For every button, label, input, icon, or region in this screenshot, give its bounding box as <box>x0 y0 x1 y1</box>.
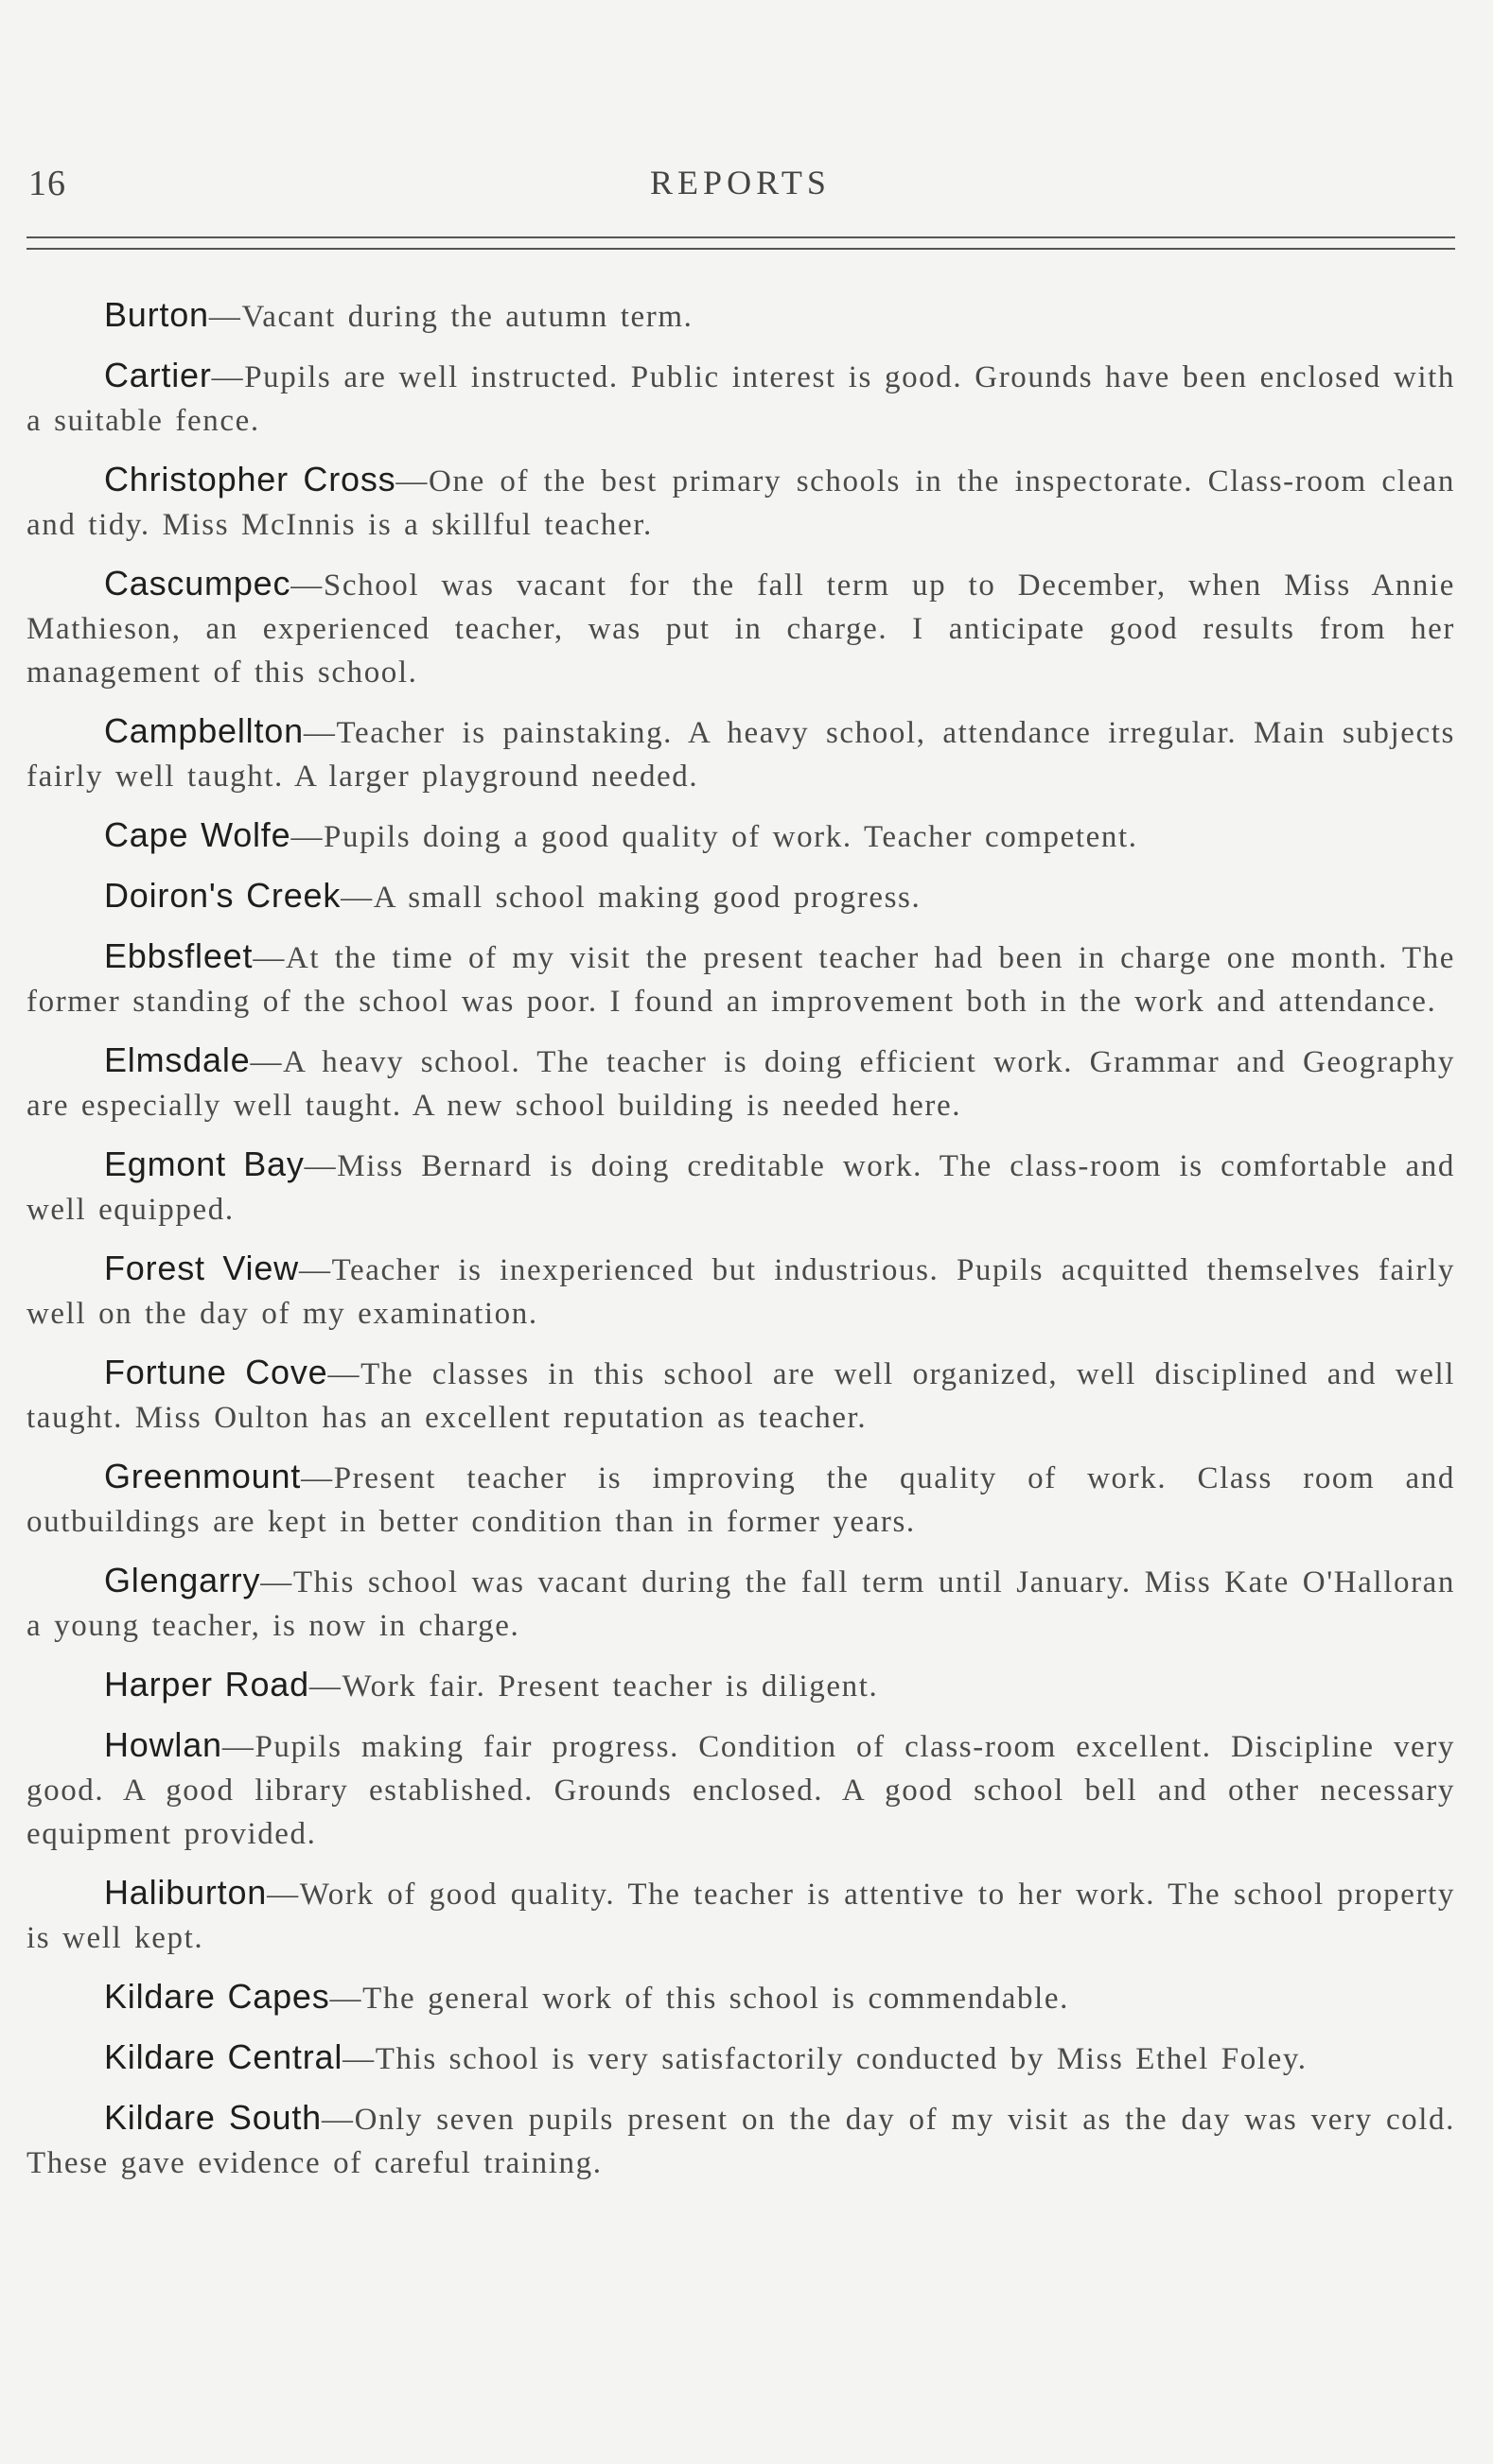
report-text: One of the best primary schools in the inspectorate. Class-room clean and tidy. Miss McInnis is a skillful teacher. <box>26 464 1455 542</box>
report-text: Teacher is inexperienced but industrious. Pupils acquitted themselves fairly well on the day of my examination. <box>26 1253 1455 1331</box>
report-text: Teacher is painstaking. A heavy school, attendance irregular. Main subjects fairly well taught. A larger playground needed. <box>26 716 1455 794</box>
school-name: Greenmount <box>104 1457 302 1495</box>
header-rule-top <box>26 236 1455 238</box>
report-entry-forest-view: Forest View—Teacher is inexperienced but industrious. Pupils acquitted themselves fairly well on the day of my examination. <box>26 1249 1455 1331</box>
school-name: Campbellton <box>104 711 304 750</box>
report-text: Pupils doing a good quality of work. Teacher competent. <box>324 820 1138 854</box>
report-entry-ebbsfleet: Ebbsfleet—At the time of my visit the present teacher had been in charge one month. The former standing of the school was poor. I found an improvement both in the work and attendance. <box>26 936 1455 1019</box>
report-text: Work fair. Present teacher is diligent. <box>342 1669 879 1704</box>
report-text: Pupils are well instructed. Public interest is good. Grounds have been enclosed with a suitable fence. <box>26 360 1455 438</box>
school-report-list <box>26 293 1455 2200</box>
report-entry-egmont-bay: Egmont Bay—Miss Bernard is doing creditable work. The class-room is comfortable and well equipped. <box>26 1145 1455 1227</box>
school-name: Doiron's Creek <box>104 876 342 915</box>
running-head <box>28 163 1452 212</box>
report-text: Miss Bernard is doing creditable work. The class-room is comfortable and well equipped. <box>26 1149 1455 1227</box>
report-entry-cascumpec: Cascumpec—School was vacant for the fall term up to December, when Miss Annie Mathieson, an experienced teacher, was put in charge. I anticipate good results from her management of this school. <box>26 564 1455 690</box>
report-entry-christopher-cross: Christopher Cross—One of the best primary schools in the inspectorate. Class-room clean and tidy. Miss McInnis is a skillful teacher. <box>26 460 1455 542</box>
school-name: Forest View <box>104 1249 299 1287</box>
report-entry-fortune-cove: Fortune Cove—The classes in this school are well organized, well disciplined and well taught. Miss Oulton has an excellent reputation as teacher. <box>26 1353 1455 1435</box>
school-name: Cape Wolfe <box>104 815 291 854</box>
report-entry-greenmount: Greenmount—Present teacher is improving the quality of work. Class room and outbuildings are kept in better condition than in former years. <box>26 1457 1455 1539</box>
school-name: Glengarry <box>104 1561 261 1599</box>
report-text: A small school making good progress. <box>373 881 922 915</box>
school-name: Elmsdale <box>104 1040 251 1079</box>
report-entry-elmsdale: Elmsdale—A heavy school. The teacher is doing efficient work. Grammar and Geography are especially well taught. A new school building is needed here. <box>26 1040 1455 1123</box>
report-text: Only seven pupils present on the day of my visit as the day was very cold. These gave evidence of careful training. <box>26 2103 1456 2180</box>
school-name: Kildare South <box>104 2098 322 2137</box>
report-entry-kildare-capes: Kildare Capes—The general work of this school is commendable. <box>104 1977 1069 2016</box>
header-rule-bottom <box>26 248 1455 250</box>
report-entry-cartier: Cartier—Pupils are well instructed. Public interest is good. Grounds have been enclosed with a suitable fence. <box>26 356 1455 438</box>
school-name: Egmont Bay <box>104 1145 305 1183</box>
report-entry-burton: Burton—Vacant during the autumn term. <box>104 295 694 334</box>
report-entry-glengarry: Glengarry—This school was vacant during the fall term until January. Miss Kate O'Halloran a young teacher, is now in charge. <box>26 1561 1455 1643</box>
school-name: Kildare Central <box>104 2037 343 2076</box>
report-text: Present teacher is improving the quality of work. Class room and outbuildings are kept in better condition than in former years. <box>26 1461 1455 1539</box>
report-text: At the time of my visit the present teacher had been in charge one month. The former standing of the school was poor. I found an improvement both in the work and attendance. <box>26 941 1455 1019</box>
school-name: Howlan <box>104 1725 222 1764</box>
report-text: The general work of this school is commendable. <box>362 1982 1069 2016</box>
report-text: School was vacant for the fall term up to December, when Miss Annie Mathieson, an experienced teacher, was put in charge. I anticipate good results from her management of this school. <box>26 568 1455 690</box>
school-name: Fortune Cove <box>104 1353 328 1391</box>
report-entry-cape-wolfe: Cape Wolfe—Pupils doing a good quality of work. Teacher competent. <box>104 815 1138 854</box>
report-entry-haliburton: Haliburton—Work of good quality. The teacher is attentive to her work. The school property is well kept. <box>26 1873 1455 1955</box>
school-name: Christopher Cross <box>104 460 396 498</box>
school-name: Haliburton <box>104 1873 268 1912</box>
school-name: Cascumpec <box>104 564 291 603</box>
report-text: This school was vacant during the fall term until January. Miss Kate O'Halloran a young teacher, is now in charge. <box>26 1565 1455 1643</box>
school-name: Ebbsfleet <box>104 936 254 975</box>
school-name: Cartier <box>104 356 212 394</box>
report-text: This school is very satisfactorily conducted by Miss Ethel Foley. <box>375 2042 1308 2076</box>
report-entry-harper-road: Harper Road—Work fair. Present teacher is diligent. <box>104 1665 879 1704</box>
report-text: Pupils making fair progress. Condition of class-room excellent. Discipline very good. A good library established. Grounds enclosed. A good school bell and other necessary equipment provided. <box>26 1730 1455 1851</box>
school-name: Burton <box>104 295 209 334</box>
report-text: The classes in this school are well organized, well disciplined and well taught. Miss Oulton has an excellent reputation as teacher. <box>26 1357 1455 1435</box>
report-entry-kildare-south: Kildare South—Only seven pupils present on the day of my visit as the day was very cold. These gave evidence of careful training. <box>26 2098 1456 2180</box>
report-text: Vacant during the autumn term. <box>241 300 694 334</box>
report-text: A heavy school. The teacher is doing efficient work. Grammar and Geography are especially well taught. A new school building is needed here. <box>26 1045 1455 1123</box>
report-entry-kildare-central: Kildare Central—This school is very satisfactorily conducted by Miss Ethel Foley. <box>104 2037 1308 2076</box>
report-entry-doirons-creek: Doiron's Creek—A small school making good progress. <box>104 876 922 915</box>
page-number: 16 <box>28 164 66 203</box>
school-name: Kildare Capes <box>104 1977 330 2016</box>
report-text: Work of good quality. The teacher is attentive to her work. The school property is well kept. <box>26 1878 1455 1955</box>
report-entry-campbellton: Campbellton—Teacher is painstaking. A heavy school, attendance irregular. Main subjects fairly well taught. A larger playground needed. <box>26 711 1455 794</box>
school-name: Harper Road <box>104 1665 309 1704</box>
running-title: REPORTS <box>650 164 831 201</box>
report-entry-howlan: Howlan—Pupils making fair progress. Condition of class-room excellent. Discipline very good. A good library established. Grounds enclosed. A good school bell and other necessary equipment provided. <box>26 1725 1455 1851</box>
